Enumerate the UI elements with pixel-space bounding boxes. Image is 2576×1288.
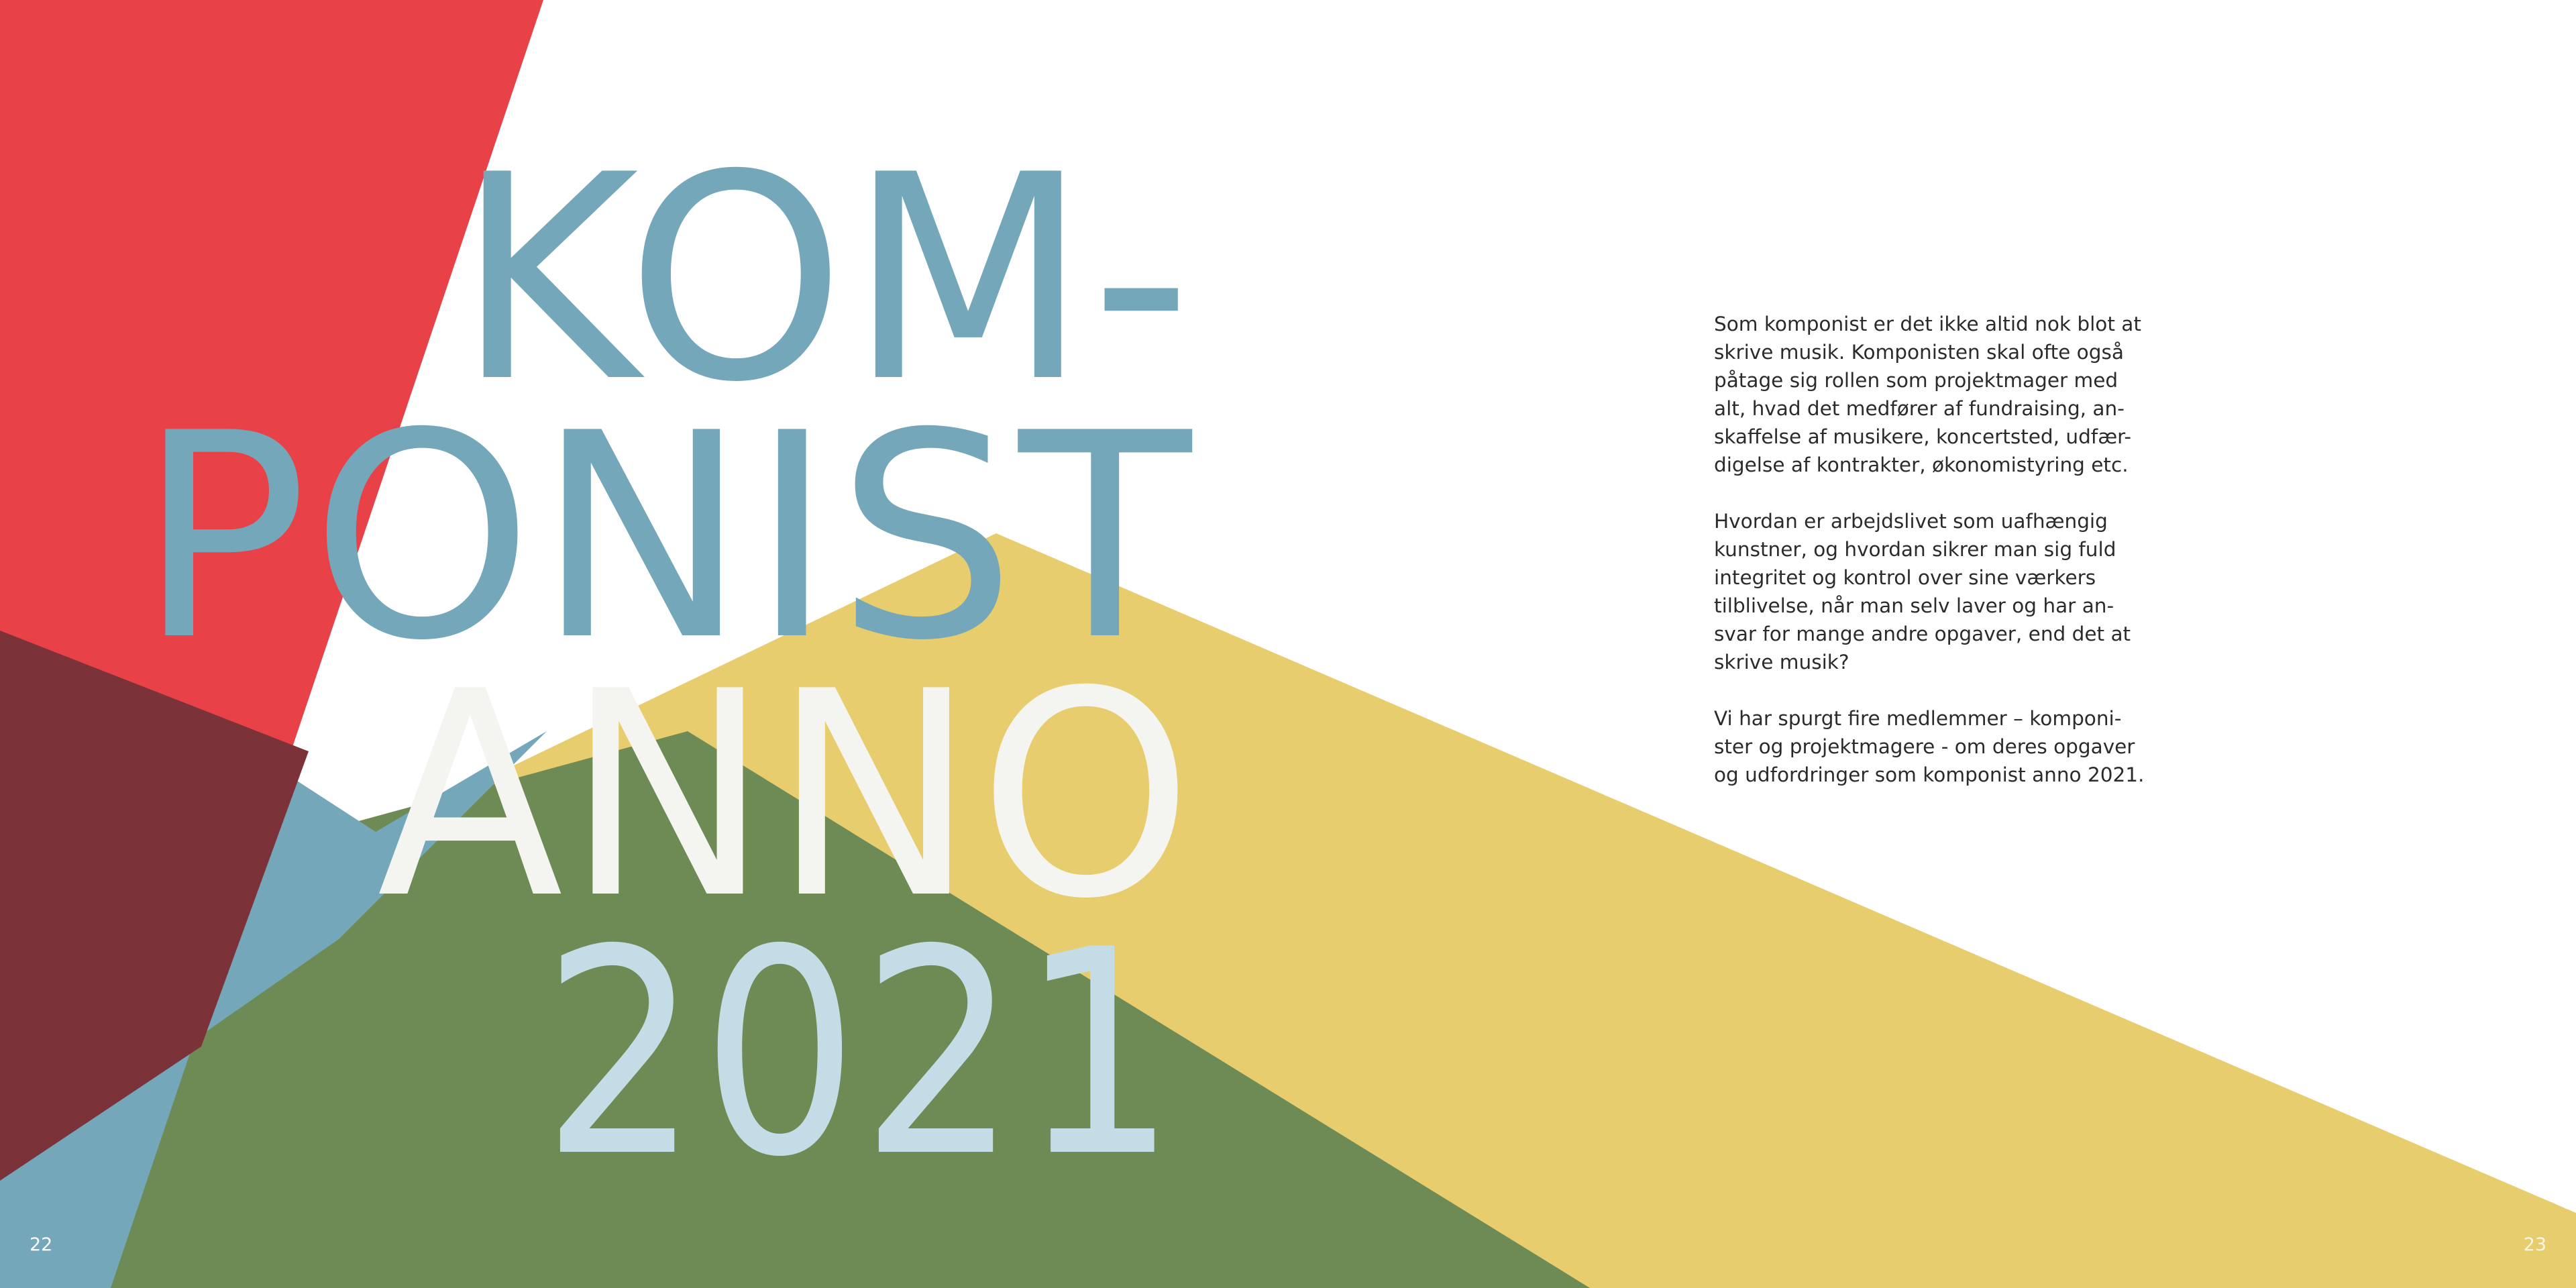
intro-paragraph-3: Vi har spurgt fire medlemmer – komponi- ster og projektmagere - om deres opgaver og udfordringer som komponist anno 2021. (1714, 707, 2145, 786)
intro-paragraph-2: Hvordan er arbejdslivet som uafhængig kunstner, og hvordan sikrer man sig fuld integritet og kontrol over sine værkers tilblivelse, når man selv laver og har an- svar for mange andre opgaver, end det at skrive musik? (1714, 510, 2131, 674)
headline-line-4: 2021 (542, 889, 1179, 1219)
page-number-left: 22 (30, 1234, 53, 1255)
headline-line-3: ANNO (377, 631, 1195, 961)
article-intro (1714, 310, 2157, 817)
page-number-right: 23 (2523, 1234, 2546, 1255)
headline-line-2: PONIST (138, 372, 1194, 702)
intro-paragraph-1: Som komponist er det ikke altid nok blot at skrive musik. Komponisten skal ofte også påtage sig rollen som projektmager med alt, hvad det medfører af fundraising, an- skaffelse af musikere, koncertsted, udfær- digelse af kontrakter, økonomistyring etc. (1714, 313, 2141, 476)
headline-line-1: KOM- (456, 114, 1194, 444)
